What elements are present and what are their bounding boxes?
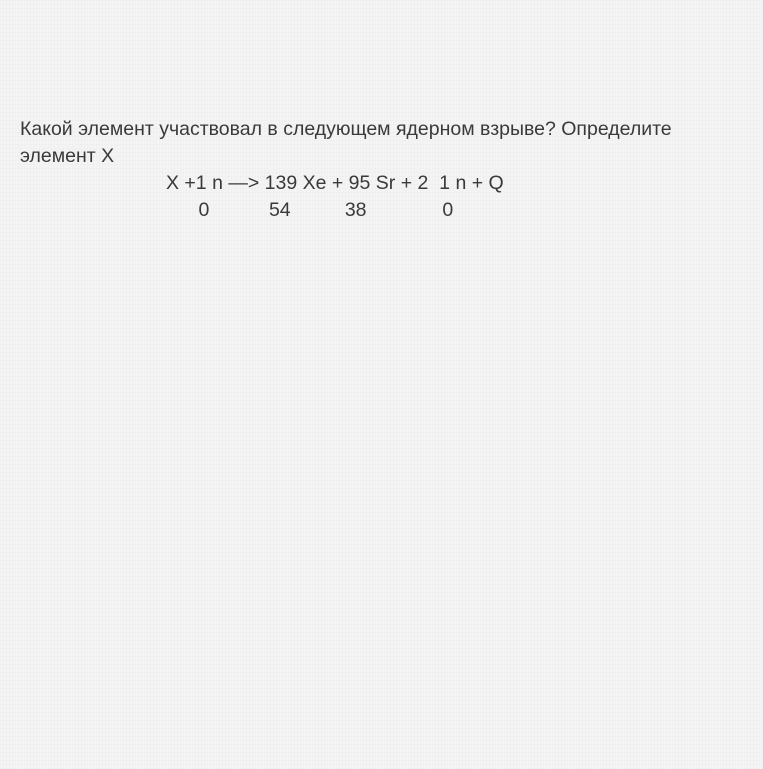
note-body <box>20 116 745 170</box>
equation-mass-line: X +1 n —> 139 Xe + 95 Sr + 2 1 n + Q <box>166 172 504 194</box>
question-text: Какой элемент участвовал в следующем ядерном взрыве? Определите элемент X <box>20 118 672 167</box>
equation-charge-line: 0 54 38 0 <box>166 199 454 221</box>
